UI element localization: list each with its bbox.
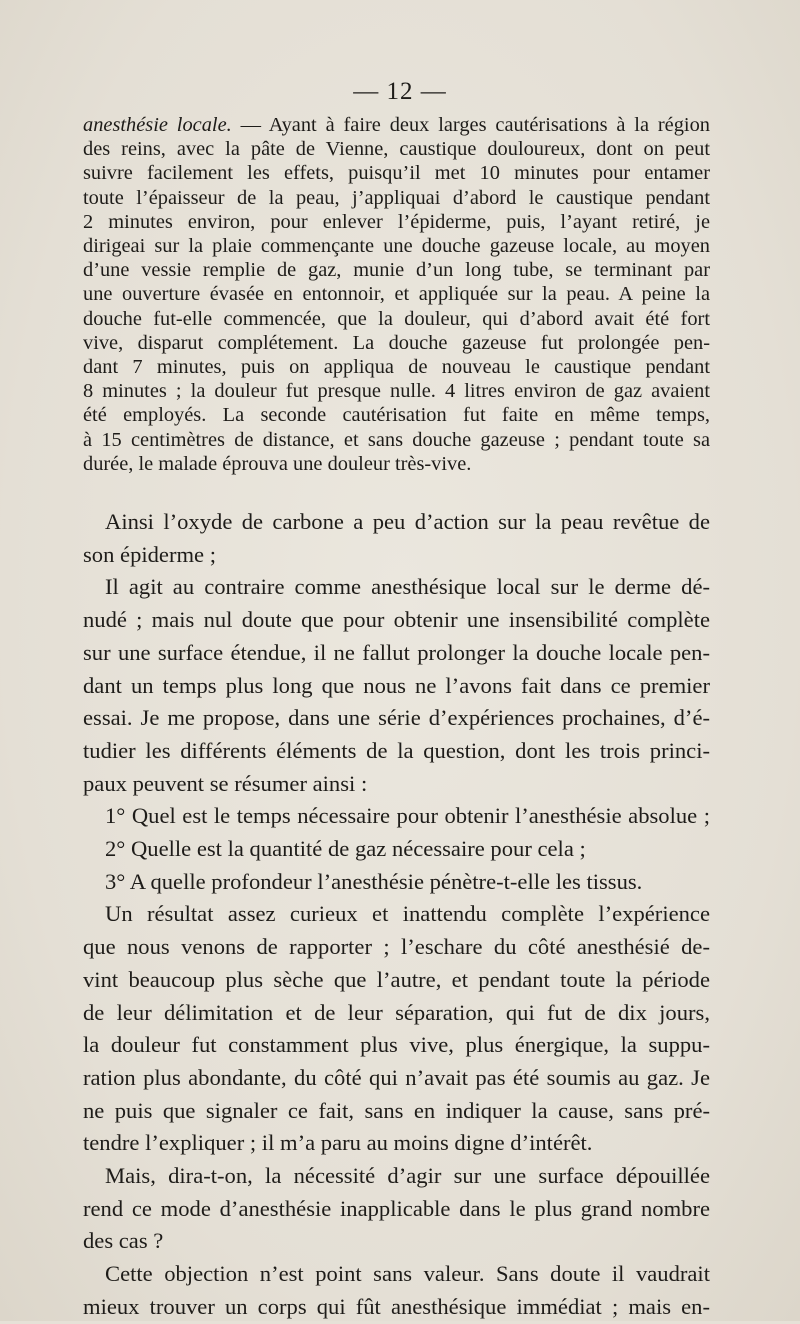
small-print-line: suivre facilement les effets, puisqu’il met 10 minutes pour entamer	[83, 162, 710, 185]
small-print-line	[83, 113, 710, 137]
text-line: Ainsi l’oxyde de carbone a peu d’action sur la peau revêtue de	[105, 509, 710, 534]
text-line: nudé ; mais nul doute que pour obtenir une insensibilité complète	[83, 607, 710, 633]
small-print-line: 2 minutes environ, pour enlever l’épiderme, puis, l’ayant retiré, je	[83, 210, 710, 233]
text-line: 3° A quelle profondeur l’anesthésie pénètre-t-elle les tissus.	[105, 868, 643, 894]
small-print-paragraph	[83, 113, 710, 476]
small-print-line: toute l’épaisseur de la peau, j’appliquai d’abord le caustique pendant	[83, 186, 710, 209]
text-line: 2° Quelle est la quantité de gaz nécessaire pour cela ;	[105, 836, 586, 862]
text-line: tendre l’expliquer ; il m’a paru au moins digne d’intérêt.	[83, 1130, 593, 1156]
text-line: que nous venons de rapporter ; l’eschare du côté anesthésié de-	[83, 934, 710, 960]
text-line: essai. Je me propose, dans une série d’expériences prochaines, d’é-	[83, 705, 710, 731]
small-print-line: à 15 centimètres de distance, et sans douche gazeuse ; pendant toute sa	[83, 428, 710, 451]
small-print-line: une ouverture évasée en entonnoir, et appliquée sur la peau. A peine la	[83, 283, 710, 306]
small-print-line: d’une vessie remplie de gaz, munie d’un long tube, se terminant par	[83, 259, 710, 282]
small-print-line: dant 7 minutes, puis on appliqua de nouveau le caustique pendant	[83, 356, 710, 379]
page-number: — 12 —	[353, 78, 447, 105]
section-lead-italic: anesthésie locale.	[83, 114, 232, 136]
small-print-line: durée, le malade éprouva une douleur très-vive.	[83, 452, 472, 475]
text-line: des cas ?	[83, 1228, 164, 1254]
small-print-line: 8 minutes ; la douleur fut presque nulle. 4 litres environ de gaz avaient	[83, 380, 710, 403]
text-line: Cette objection n’est point sans valeur. Sans doute il vaudrait	[105, 1261, 710, 1287]
text-line: vint beaucoup plus sèche que l’autre, et pendant toute la période	[83, 966, 710, 992]
text-line: ration plus abondante, du côté qui n’avait pas été soumis au gaz. Je	[83, 1064, 710, 1090]
text-line: de leur délimitation et de leur séparation, qui fut de dix jours,	[83, 999, 710, 1025]
text-line: ne puis que signaler ce fait, sans en indiquer la cause, sans pré-	[83, 1097, 710, 1123]
text-line: 1° Quel est le temps nécessaire pour obtenir l’anesthésie absolue ;	[105, 803, 710, 829]
small-print-line: été employés. La seconde cautérisation fut faite en même temps,	[83, 404, 710, 427]
text-line: sur une surface étendue, il ne fallut prolonger la douche locale pen-	[83, 639, 710, 665]
text-line: dant un temps plus long que nous ne l’avons fait dans ce premier	[83, 672, 710, 698]
main-text	[83, 506, 710, 1324]
small-print-line: vive, disparut complétement. La douche gazeuse fut prolongée pen-	[83, 331, 710, 354]
text-line: tudier les différents éléments de la question, dont les trois princi-	[83, 737, 710, 763]
text-line: Il agit au contraire comme anesthésique local sur le derme dé-	[105, 574, 710, 600]
small-print-line: douche fut-elle commencée, que la douleur, qui d’abord avait été fort	[83, 307, 710, 330]
small-print-line: des reins, avec la pâte de Vienne, caustique douloureux, dont on peut	[83, 138, 710, 161]
text-line: son épiderme ;	[83, 541, 217, 567]
text-line: la douleur fut constamment plus vive, plus énergique, la suppu-	[83, 1032, 710, 1058]
text-line: Un résultat assez curieux et inattendu complète l’expérience	[105, 901, 710, 927]
text-line: mieux trouver un corps qui fût anesthésique immédiat ; mais en-	[83, 1293, 710, 1319]
small-print-line-text: — Ayant à faire deux larges cautérisations à la région	[231, 114, 710, 136]
text-line: rend ce mode d’anesthésie inapplicable dans le plus grand nombre	[83, 1195, 710, 1221]
small-print-line: dirigeai sur la plaie commençante une douche gazeuse locale, au moyen	[83, 235, 710, 258]
text-line: paux peuvent se résumer ainsi :	[83, 770, 368, 796]
text-line: Mais, dira-t-on, la nécessité d’agir sur une surface dépouillée	[105, 1163, 710, 1189]
